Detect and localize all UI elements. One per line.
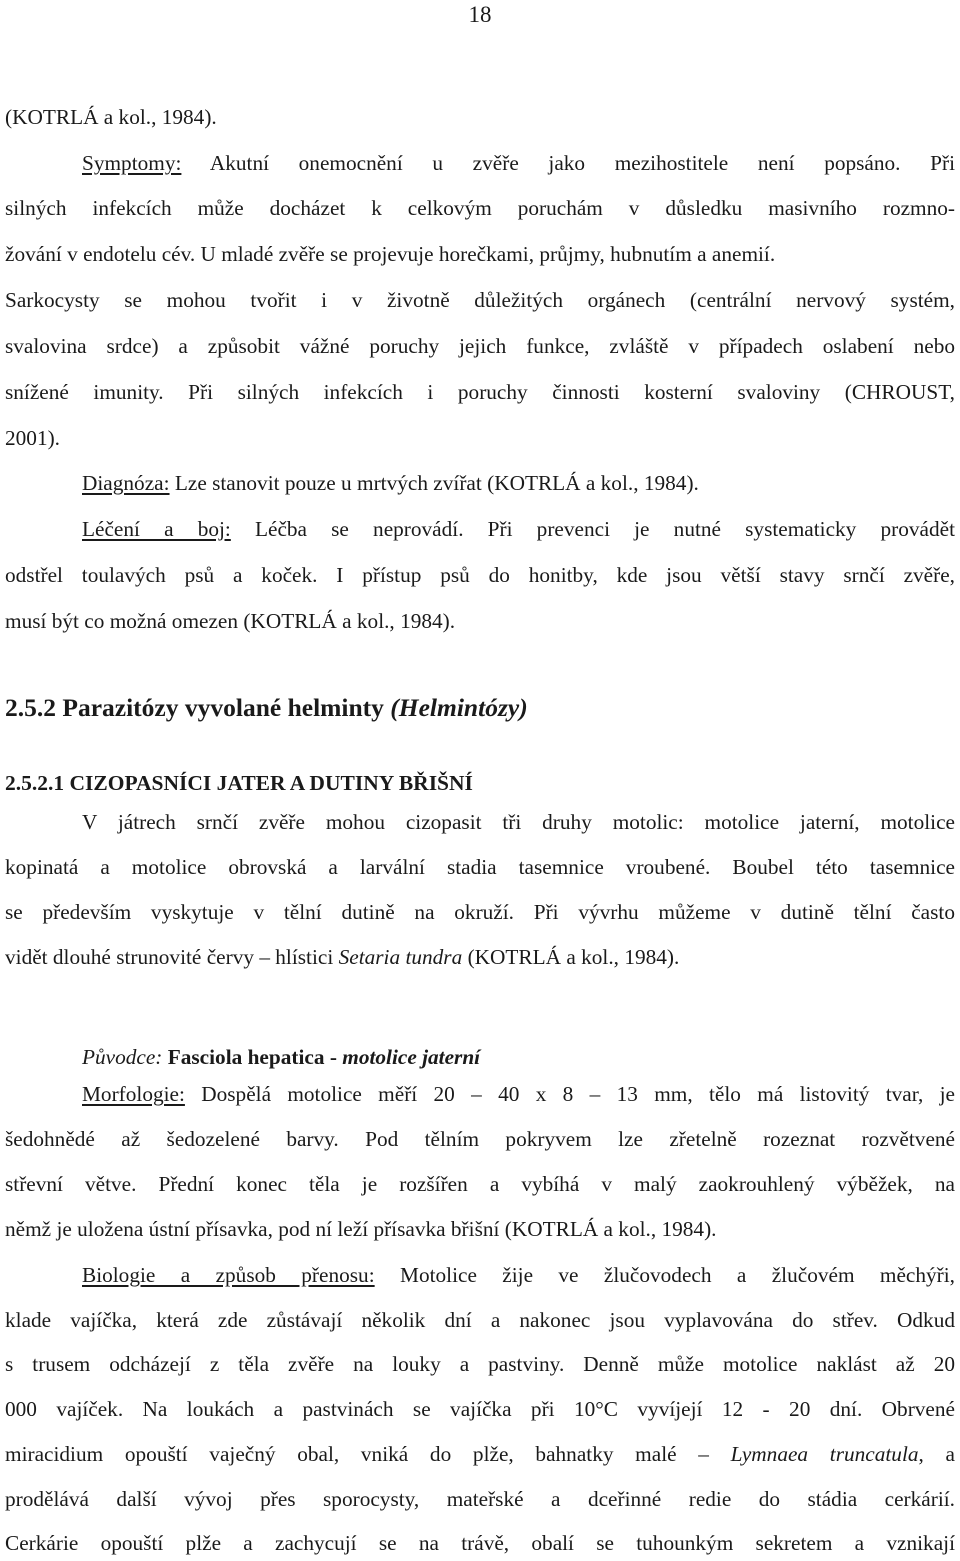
text-line: kopinatá a motolice obrovská a larvální stadia tasemnice vroubené. Boubel této tasemnice [5,855,955,879]
text-line: Cerkárie opouští plže a zachycují se na trávě, obalí se tuhounkým sekretem a vznikají [5,1531,955,1555]
biology-label: Biologie a způsob přenosu: [82,1263,375,1287]
treatment-label: Léčení a boj: [82,517,231,541]
text-span: , a [918,1442,955,1466]
text-line: silných infekcích může docházet k celkovým poruchám v důsledku masivního rozmno- [5,196,955,220]
text-line: žování v endotelu cév. U mladé zvěře se projevuje horečkami, průjmy, hubnutím a anemií. [5,242,776,266]
text-line: V játrech srnčí zvěře mohou cizopasit tři druhy motolic: motolice jaterní, motolice [82,810,955,834]
agent-dash: - [324,1045,343,1069]
text-line: prodělává další vývoj přes sporocysty, mateřské a dceřinné redie do stádia cerkárií. [5,1487,955,1511]
text-line: 2001). [5,426,61,450]
text-line: snížené imunity. Při silných infekcích i poruchy činnosti kosterní svaloviny (CHROUST, [5,380,955,404]
text-line: šedohnědé až šedozelené barvy. Pod tělním pokryvem lze zřetelně rozeznat rozvětvené [5,1127,955,1151]
agent-latin-name: Fasciola hepatica [167,1045,325,1069]
section-title: Parazitózy vyvolané helminty [56,693,391,722]
text-line: klade vajíčka, která zde zůstávají několik dní a nakonec jsou vyplavována do střev. Odkud [5,1308,955,1332]
text-span: (KOTRLÁ a kol., 1984). [462,945,680,969]
biology-line [82,1261,955,1289]
morphology-text: Dospělá motolice měří 20 – 40 x 8 – 13 mm, tělo má listovitý tvar, je [184,1082,955,1106]
text-line: němž je uložena ústní přísavka, pod ní leží přísavka břišní (KOTRLÁ a kol., 1984). [5,1217,717,1241]
species-name: Lymnaea truncatula [730,1442,919,1466]
text-line [5,1440,955,1468]
text-line: se především vyskytuje v tělní dutině na okruží. Při vývrhu můžeme v dutině tělní často [5,900,955,924]
section-number: 2.5.2 [5,693,56,722]
diagnosis-text: Lze stanovit pouze u mrtvých zvířat (KOTRLÁ a kol., 1984). [169,471,699,495]
morphology-line [82,1080,955,1108]
page-number: 18 [468,2,492,27]
species-name: Setaria tundra [338,945,463,969]
diagnosis-line [82,469,955,497]
text-span: miracidium opouští vaječný obal, vniká do plže, bahnatky malé – [5,1442,731,1466]
text-line: svalovina srdce) a způsobit vážné poruchy jejich funkce, zvláště v případech oslabení nebo [5,334,955,358]
text-line: musí být co možná omezen (KOTRLÁ a kol., 1984). [5,609,456,633]
symptoms-line [82,149,955,177]
symptoms-text: Akutní onemocnění u zvěře jako mezihostitele není popsáno. Při [181,151,955,175]
text-line: střevní větve. Přední konec těla je rozšířen a vybíhá v malý zaokrouhlený výběžek, na [5,1172,955,1196]
biology-text: Motolice žije ve žlučovodech a žlučovém měchýři, [374,1263,955,1287]
agent-czech-name: motolice jaterní [342,1045,481,1069]
treatment-line [82,515,955,543]
subsection-heading [5,769,955,797]
treatment-text: Léčba se neprovádí. Při prevenci je nutné systematicky provádět [230,517,955,541]
subsection-number: 2.5.2.1 [5,771,65,795]
text-span: vidět dlouhé strunovité červy – hlístici [5,945,339,969]
diagnosis-label: Diagnóza: [82,471,170,495]
section-heading [5,694,955,722]
symptoms-label: Symptomy: [82,151,182,175]
causative-agent-line [82,1043,955,1071]
text-line: Sarkocysty se mohou tvořit i v životně důležitých orgánech (centrální nervový systém, [5,288,955,312]
text-line: (KOTRLÁ a kol., 1984). [5,105,217,129]
subsection-title: CIZOPASNÍCI JATER A DUTINY BŘIŠNÍ [64,771,473,795]
text-line [5,943,955,971]
text-line: s trusem odcházejí z těla zvěře na louky a pastviny. Denně může motolice naklást až 20 [5,1352,955,1376]
text-line: 000 vajíček. Na loukách a pastvinách se vajíčka při 10°C vyvíjejí 12 - 20 dní. Obrvené [5,1397,955,1421]
text-line: odstřel toulavých psů a koček. I přístup psů do honitby, kde jsou větší stavy srnčí zvěře, [5,563,955,587]
causative-agent-label: Původce: [82,1045,163,1069]
morphology-label: Morfologie: [82,1082,185,1106]
section-title-italic: (Helmintózy) [390,693,528,722]
